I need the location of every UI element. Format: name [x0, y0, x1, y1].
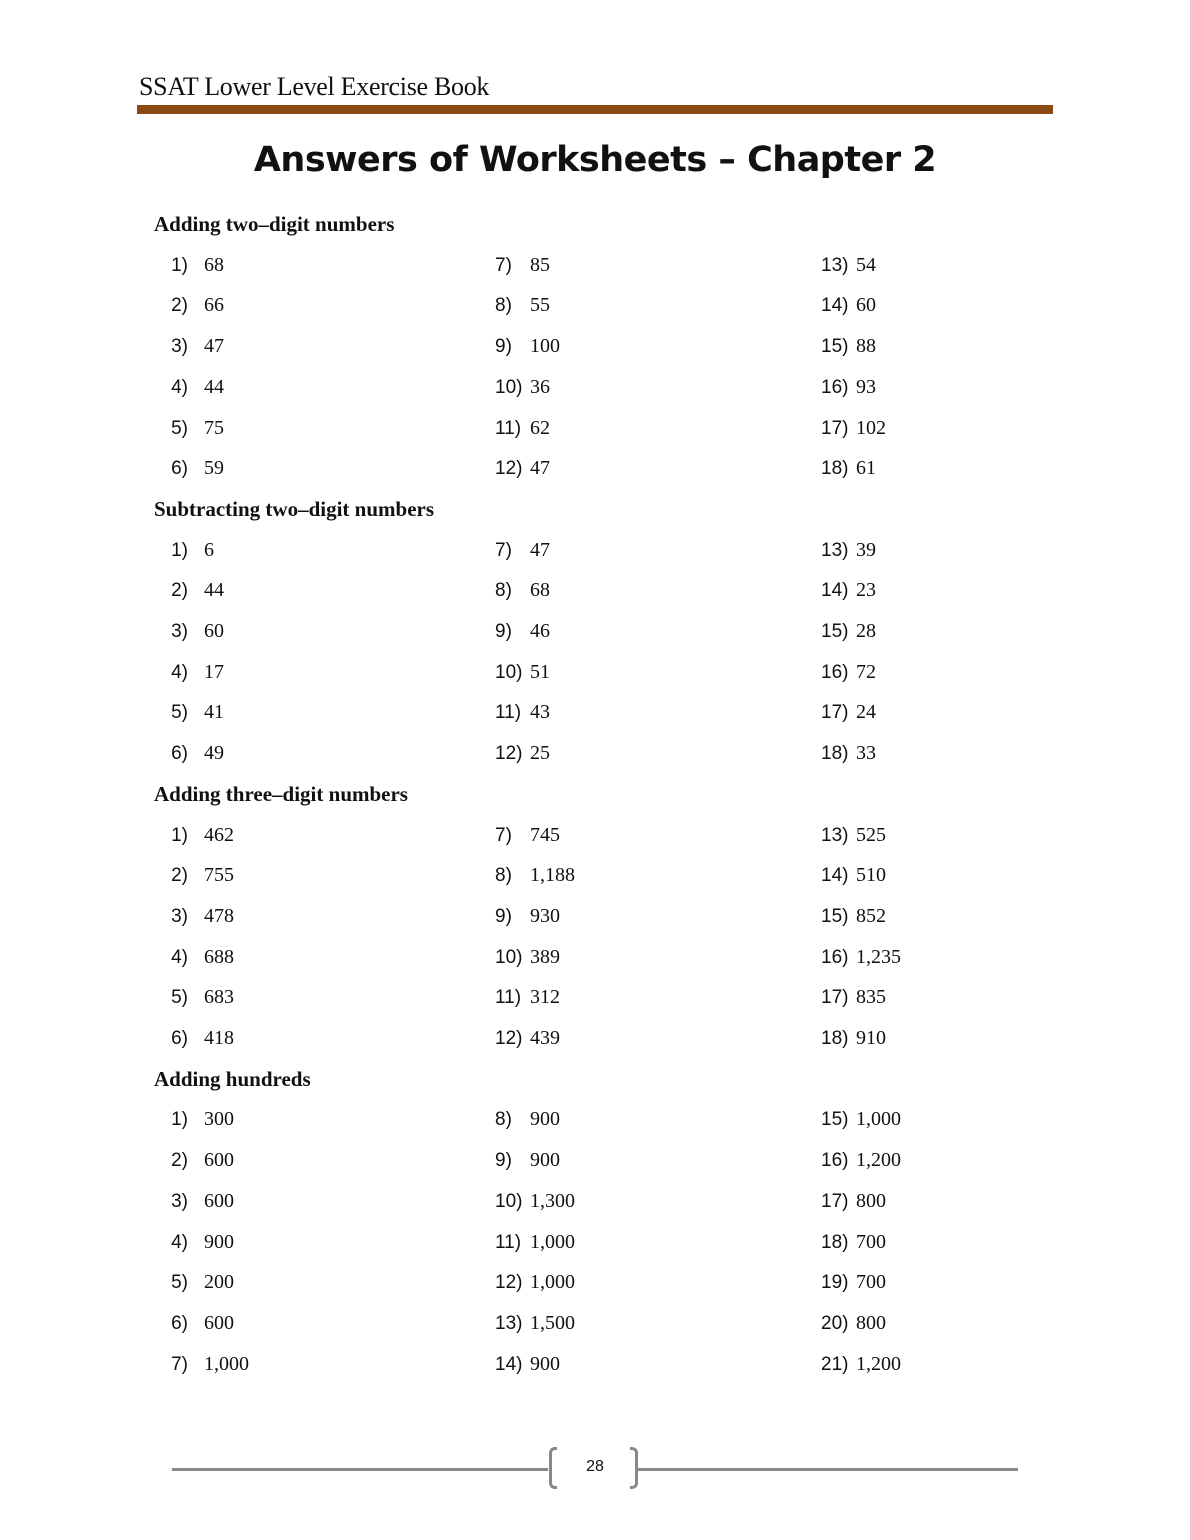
answer-item [154, 410, 224, 447]
answer-value: 28 [856, 620, 876, 642]
answer-number: 11) [495, 1231, 522, 1253]
answer-value: 85 [530, 253, 550, 276]
answer-value: 66 [204, 294, 224, 317]
answer-value: 47 [204, 335, 224, 358]
answer-value: 1,000 [530, 1230, 575, 1253]
answer-number: 12) [495, 1272, 523, 1294]
answer-value: 72 [856, 660, 876, 683]
answer-number: 6) [171, 1312, 188, 1334]
answer-item [154, 328, 224, 365]
answer-value: 43 [530, 701, 550, 724]
answer-value: 102 [856, 416, 886, 439]
answer-number: 2) [171, 865, 188, 887]
answer-number: 6) [171, 458, 188, 480]
answer-item [821, 247, 876, 284]
answer-value: 688 [204, 945, 234, 968]
answer-item [154, 1264, 234, 1301]
answer-number: 14) [821, 580, 849, 602]
answer-item [154, 1346, 249, 1383]
answer-value: 600 [204, 1311, 234, 1334]
answer-item [821, 817, 886, 854]
answer-value: 312 [530, 986, 560, 1009]
answer-number: 4) [171, 1231, 188, 1253]
answer-value: 62 [530, 416, 550, 439]
answer-item [154, 857, 234, 894]
answer-value: 852 [856, 904, 886, 927]
answer-value: 462 [204, 823, 234, 846]
answer-item [495, 287, 550, 324]
answer-item [495, 1264, 575, 1301]
answer-number: 8) [495, 1109, 512, 1131]
answer-number: 21) [821, 1353, 849, 1375]
answer-number: 15) [821, 621, 849, 642]
answer-number: 7) [171, 1353, 188, 1375]
answer-item [821, 287, 876, 324]
answer-item [495, 247, 550, 284]
answer-number: 9) [495, 336, 512, 358]
answer-number: 1) [171, 1109, 188, 1131]
answer-value: 1,000 [204, 1352, 249, 1375]
book-title: SSAT Lower Level Exercise Book [139, 72, 490, 101]
answer-number: 7) [495, 539, 512, 561]
answer-value: 1,200 [856, 1149, 901, 1172]
answer-item [495, 857, 575, 894]
answer-item [495, 369, 550, 406]
answer-value: 900 [530, 1149, 560, 1172]
answer-value: 900 [530, 1108, 560, 1131]
answer-number: 17) [821, 1190, 849, 1212]
answer-item [821, 1101, 901, 1138]
answer-item [495, 613, 550, 650]
answer-number: 3) [171, 621, 188, 642]
answer-number: 13) [821, 539, 849, 561]
answer-value: 900 [204, 1230, 234, 1253]
answer-number: 5) [171, 987, 188, 1009]
answer-item [154, 654, 224, 691]
answer-value: 60 [204, 620, 224, 642]
answer-number: 7) [495, 824, 512, 846]
answer-item [154, 735, 224, 772]
header-rule [137, 105, 1053, 114]
answer-number: 19) [821, 1272, 849, 1294]
answer-value: 46 [530, 620, 550, 642]
answer-item [154, 898, 234, 935]
answer-number: 3) [171, 1190, 188, 1212]
answer-number: 14) [821, 295, 849, 317]
answer-number: 8) [495, 295, 512, 317]
answer-value: 17 [204, 660, 224, 683]
answer-number: 5) [171, 417, 188, 439]
answer-value: 54 [856, 253, 876, 276]
answer-value: 75 [204, 416, 224, 439]
answer-value: 1,200 [856, 1352, 901, 1375]
answer-number: 11) [495, 702, 522, 724]
answer-number: 6) [171, 743, 188, 765]
answer-number: 10) [495, 376, 523, 398]
answer-value: 68 [204, 253, 224, 276]
answer-number: 12) [495, 1028, 523, 1049]
answer-item [495, 979, 560, 1016]
answer-number: 4) [171, 376, 188, 398]
answer-item [154, 817, 234, 854]
answer-item [495, 1224, 575, 1261]
answer-value: 44 [204, 375, 224, 398]
answer-number: 3) [171, 905, 188, 927]
answer-value: 93 [856, 375, 876, 398]
answer-item [495, 1101, 560, 1138]
answer-value: 478 [204, 904, 234, 927]
answer-value: 59 [204, 457, 224, 480]
answer-number: 1) [171, 254, 188, 276]
answer-value: 930 [530, 904, 560, 927]
answer-number: 10) [495, 1190, 523, 1212]
answer-value: 55 [530, 294, 550, 317]
answer-item [495, 1346, 560, 1383]
answer-number: 18) [821, 458, 849, 480]
answer-number: 9) [495, 1150, 512, 1172]
answer-item [495, 1142, 560, 1179]
answer-item [821, 898, 886, 935]
answer-value: 49 [204, 742, 224, 765]
answer-number: 1) [171, 539, 188, 561]
answer-item [821, 450, 876, 487]
answer-item [821, 613, 876, 650]
answer-value: 800 [856, 1189, 886, 1212]
answer-item [821, 369, 876, 406]
answer-value: 33 [856, 742, 876, 765]
answer-value: 700 [856, 1271, 886, 1294]
answer-value: 510 [856, 864, 886, 887]
answer-item [821, 572, 876, 609]
answer-value: 900 [530, 1352, 560, 1375]
answer-item [154, 1142, 234, 1179]
answer-number: 12) [495, 458, 523, 480]
answer-item [821, 1142, 901, 1179]
answer-value: 910 [856, 1027, 886, 1049]
answer-item [495, 1305, 575, 1342]
answer-number: 11) [495, 987, 522, 1009]
answer-value: 47 [530, 538, 550, 561]
section-title: Adding hundreds [154, 1066, 311, 1091]
answer-value: 39 [856, 538, 876, 561]
answer-value: 61 [856, 457, 876, 480]
answer-number: 17) [821, 702, 849, 724]
answer-number: 4) [171, 661, 188, 683]
answer-item [821, 1020, 886, 1057]
answer-number: 20) [821, 1312, 849, 1334]
answer-item [154, 450, 224, 487]
answer-item [154, 247, 224, 284]
answer-item [495, 450, 550, 487]
page-number-bracket-left [549, 1447, 557, 1489]
answer-item [154, 287, 224, 324]
answer-item [495, 654, 550, 691]
answer-value: 1,188 [530, 864, 575, 887]
answer-value: 100 [530, 335, 560, 358]
answer-value: 525 [856, 823, 886, 846]
answer-item [495, 410, 550, 447]
answer-number: 2) [171, 1150, 188, 1172]
answer-value: 1,000 [530, 1271, 575, 1294]
answer-number: 13) [821, 824, 849, 846]
answer-item [154, 1224, 234, 1261]
answer-item [821, 979, 886, 1016]
answer-item [821, 410, 886, 447]
answer-item [154, 1305, 234, 1342]
answer-item [821, 857, 886, 894]
answer-value: 1,500 [530, 1311, 575, 1334]
answer-item [154, 1101, 234, 1138]
answer-item [154, 572, 224, 609]
answer-number: 12) [495, 743, 523, 765]
section-title: Adding two–digit numbers [154, 212, 395, 236]
answer-item [495, 328, 560, 365]
answer-number: 10) [495, 946, 523, 968]
answer-number: 5) [171, 1272, 188, 1294]
answer-number: 18) [821, 1231, 849, 1253]
answer-value: 418 [204, 1027, 234, 1049]
answer-number: 1) [171, 824, 188, 846]
answer-value: 1,300 [530, 1189, 575, 1212]
answer-item [821, 1264, 886, 1301]
answer-item [154, 369, 224, 406]
answer-number: 15) [821, 336, 849, 358]
answer-value: 439 [530, 1027, 560, 1049]
answer-number: 14) [495, 1353, 523, 1375]
answer-number: 6) [171, 1028, 188, 1049]
answer-number: 18) [821, 743, 849, 765]
answer-value: 6 [204, 538, 214, 561]
answer-number: 2) [171, 580, 188, 602]
answer-number: 10) [495, 661, 523, 683]
answer-item [495, 1183, 575, 1220]
page-title: Answers of Worksheets – Chapter 2 [253, 140, 937, 180]
answer-number: 17) [821, 417, 849, 439]
answer-item [821, 654, 876, 691]
answer-item [821, 1183, 886, 1220]
answer-value: 25 [530, 742, 550, 765]
answer-value: 745 [530, 823, 560, 846]
footer-line-left [172, 1468, 548, 1471]
answer-item [154, 1183, 234, 1220]
answer-item [495, 532, 550, 569]
answer-number: 11) [495, 417, 522, 439]
answer-item [821, 1224, 886, 1261]
answer-value: 1,235 [856, 945, 901, 968]
answer-value: 41 [204, 701, 224, 724]
answer-item [821, 1346, 901, 1383]
answer-value: 600 [204, 1149, 234, 1172]
answer-value: 200 [204, 1271, 234, 1294]
answer-value: 683 [204, 986, 234, 1009]
answer-item [154, 532, 214, 569]
page-number: 28 [586, 1458, 604, 1475]
answer-number: 15) [821, 905, 849, 927]
answer-number: 14) [821, 865, 849, 887]
answer-item [495, 694, 550, 731]
answer-value: 44 [204, 579, 224, 602]
answer-number: 16) [821, 661, 849, 683]
answer-item [154, 979, 234, 1016]
answer-item [821, 694, 876, 731]
answer-item [495, 572, 550, 609]
answer-value: 800 [856, 1311, 886, 1334]
answer-number: 17) [821, 987, 849, 1009]
section-title: Subtracting two–digit numbers [154, 496, 435, 521]
answer-number: 18) [821, 1028, 849, 1049]
answer-number: 7) [495, 254, 512, 276]
answer-item [821, 1305, 886, 1342]
answer-number: 5) [171, 702, 188, 724]
answer-item [154, 613, 224, 650]
answer-value: 600 [204, 1189, 234, 1212]
answer-value: 389 [530, 945, 560, 968]
answer-number: 4) [171, 946, 188, 968]
answer-item [495, 735, 550, 772]
answer-number: 3) [171, 336, 188, 358]
answer-item [495, 939, 560, 976]
answer-item [495, 1020, 560, 1057]
answer-number: 8) [495, 865, 512, 887]
footer-line-right [638, 1468, 1018, 1471]
answer-number: 16) [821, 1150, 849, 1172]
answer-item [495, 898, 560, 935]
answer-number: 8) [495, 580, 512, 602]
answer-value: 300 [204, 1108, 234, 1131]
page-number-bracket-right [630, 1447, 638, 1489]
answer-number: 16) [821, 376, 849, 398]
answer-value: 700 [856, 1230, 886, 1253]
answer-value: 1,000 [856, 1108, 901, 1131]
answer-value: 835 [856, 986, 886, 1009]
answer-value: 24 [856, 701, 876, 724]
answer-number: 13) [495, 1312, 523, 1334]
answer-number: 13) [821, 254, 849, 276]
answer-number: 9) [495, 905, 512, 927]
section-title: Adding three–digit numbers [154, 781, 408, 806]
answer-item [821, 939, 901, 976]
answer-value: 47 [530, 457, 550, 480]
answer-item [154, 1020, 234, 1057]
answer-item [154, 939, 234, 976]
answer-number: 9) [495, 621, 512, 642]
answer-number: 2) [171, 295, 188, 317]
answer-value: 68 [530, 579, 550, 602]
answer-value: 60 [856, 294, 876, 317]
answer-value: 88 [856, 335, 876, 358]
answer-value: 23 [856, 579, 876, 602]
answer-number: 15) [821, 1109, 849, 1131]
answer-item [495, 817, 560, 854]
answer-value: 755 [204, 864, 234, 887]
answer-item [821, 328, 876, 365]
answer-number: 16) [821, 946, 849, 968]
answer-item [821, 532, 876, 569]
answer-item [154, 694, 224, 731]
answer-item [821, 735, 876, 772]
answer-value: 36 [530, 375, 550, 398]
answer-value: 51 [530, 660, 550, 683]
